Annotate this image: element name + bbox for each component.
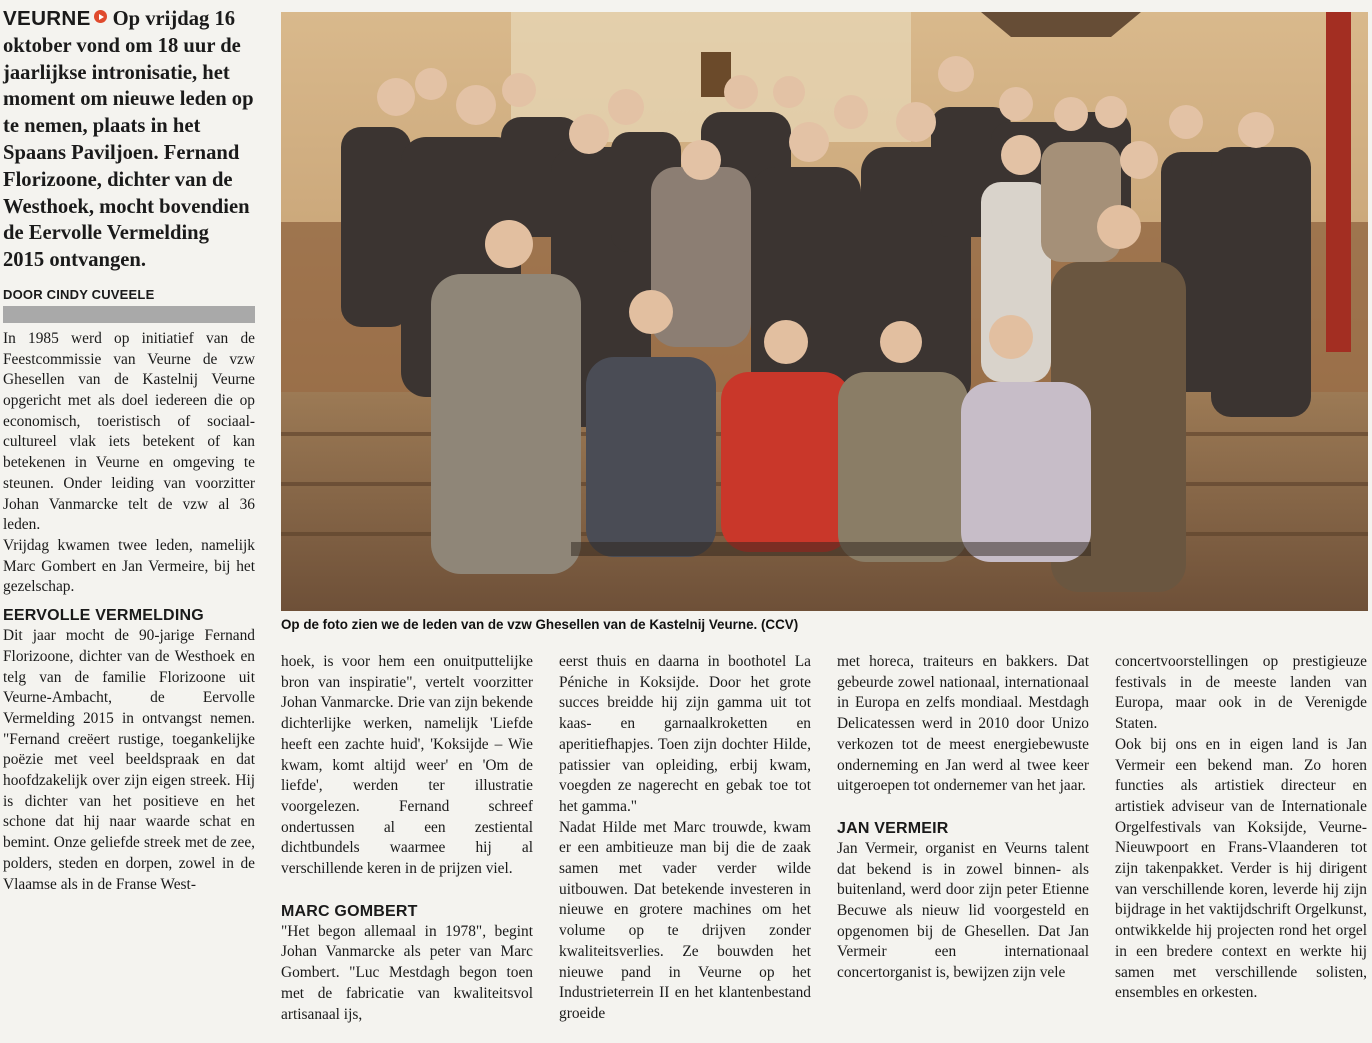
col4-paragraph-2: Jan Vermeir, organist en Veurns talent dat bekend is in zowel binnen- als buitenland, werd door zijn peter Etienne Becuwe als nieuw lid voorgesteld en opgenomen bij de Ghesellen. Dat Jan Vermeir een internationaal concertorganist is, bewijzen zijn vele bbox=[837, 839, 1089, 982]
column-4 bbox=[837, 652, 1089, 984]
col1-paragraph-2: Vrijdag kwamen twee leden, namelijk Marc Gombert en Jan Vermeire, bij het gezelschap. bbox=[3, 537, 255, 596]
byline-divider bbox=[3, 306, 255, 323]
left-column bbox=[3, 6, 255, 895]
col1-paragraph-3: Dit jaar mocht de 90-jarige Fernand Florizoone, dichter van de Westhoek en telg van de familie Florizoone uit Veurne-Ambacht, de Eervolle Vermelding 2015 in ontvangst nemen. "Fernand creëert rustige, toegankelijke poëzie met veel beeldspraak en dat hoofdzakelijk over zijn eigen streek. Hij is dichter van het positieve en het schone dat hij naar waarde schat en bemint. Onze geliefde streek met de zee, polders, steden en dorpen, zowel in de Vlaamse als in de Franse West- bbox=[3, 627, 255, 893]
subheading-marc-gombert: MARC GOMBERT bbox=[281, 902, 418, 920]
kicker-arrow-icon bbox=[94, 10, 107, 23]
col4-paragraph-1: met horeca, traiteurs en bakkers. Dat gebeurde zowel nationaal, internationaal in Europa en zelfs mondiaal. Mestdagh Delicatessen werd in 2010 door Unizo verkozen tot de meest energiebewuste onderneming en Jan werd al twee keer uitgeroepen tot ondernemer van het jaar. bbox=[837, 653, 1089, 795]
photo-red-column bbox=[1326, 12, 1351, 352]
col2-paragraph-2: "Het begon allemaal in 1978", begint Johan Vanmarcke als peter van Marc Gombert. "Luc Mestdagh begon toen met de fabricatie van kwaliteitsvol artisanaal ijs, bbox=[281, 922, 533, 1023]
photo-caption: Op de foto zien we de leden van de vzw Ghesellen van de Kastelnij Veurne. (CCV) bbox=[281, 617, 799, 632]
subheading-jan-vermeir: JAN VERMEIR bbox=[837, 819, 949, 837]
group-photo-illustration bbox=[281, 12, 1368, 611]
col1-paragraph-1: In 1985 werd op initiatief van de Feestcommissie van Veurne de vzw Ghesellen van de Kastelnij Veurne opgericht met als doel iedereen die op economisch, toeristisch of sociaal-cultureel vlak iets betekent of kan betekenen in Veurne en omgeving te steunen. Onder leiding van voorzitter Johan Vanmarcke telt de vzw al 36 leden. bbox=[3, 329, 255, 534]
column-3 bbox=[559, 652, 811, 1025]
subheading-eervolle-vermelding: EERVOLLE VERMELDING bbox=[3, 607, 204, 625]
lead-text: Op vrijdag 16 oktober vond om 18 uur de jaarlijkse intronisatie, het moment om nieuwe leden op te nemen, plaats in het Spaans Paviljoen. Fernand Florizoone, dichter van de Westhoek, mocht bovendien de Eervolle Vermelding 2015 ontvangen. bbox=[3, 8, 254, 272]
col2-paragraph-1: hoek, is voor hem een onuitputtelijke bron van inspiratie", vertelt voorzitter Johan Vanmarcke. Drie van zijn bekende dichterlijke werken, namelijk 'Liefde heeft een zachte huid', 'Koksijde – Wie kwam, komt altijd weer' en 'Om de liefde', werden ter illustratie voorgelezen. Fernand schreef ondertussen al een zestiental dichtbundels waarmee hij al verschillende keren in de prijzen viel. bbox=[281, 653, 533, 878]
group-photo bbox=[281, 12, 1368, 611]
col5-paragraph-2: Ook bij ons en in eigen land is Jan Vermeir een bekend man. Zo horen functies als artistiek directeur en artistiek adviseur van de Internationale Orgelfestivals van Koksijde, Veurne-Nieuwpoort en Frans-Vlaanderen tot zijn takenpakket. Verder is hij dirigent van verschillende koren, leverde hij zijn bijdrage in het vaktijdschrift Orgelkunst, ontwikkelde hij projecten rond het orgel in een bredere context en werkte hij samen met verschillende solisten, ensembles en orkesten. bbox=[1115, 735, 1367, 1002]
byline: DOOR CINDY CUVEELE bbox=[3, 286, 155, 302]
col3-paragraph-2: Nadat Hilde met Marc trouwde, kwam er een ambitieuze man bij die de zaak samen met vader verder wilde uitbouwen. Dat betekende investeren in nieuwe en grotere machines om het volume op te drijven zonder kwaliteitsverlies. Ze bouwden het nieuwe pand in Veurne op het Industrieterrein II en het klantenbestand groeide bbox=[559, 818, 811, 1022]
article-lead bbox=[3, 6, 255, 274]
kicker-location: VEURNE bbox=[3, 7, 91, 30]
col5-paragraph-1: concertvoorstellingen op prestigieuze festivals in de meeste landen van Europa, maar ook in de Verenigde Staten. bbox=[1115, 653, 1367, 733]
column-2 bbox=[281, 652, 533, 1025]
col3-paragraph-1: eerst thuis en daarna in boothotel La Péniche in Koksijde. Door het grote succes breidde hij zijn gamma uit tot kaas- en garnaalkroketten en aperitiefhapjes. Toen zijn dochter Hilde, patissier van opleiding, erbij kwam, voegden ze nagerecht en gebak toe tot het gamma." bbox=[559, 653, 811, 815]
column-5 bbox=[1115, 652, 1367, 1004]
